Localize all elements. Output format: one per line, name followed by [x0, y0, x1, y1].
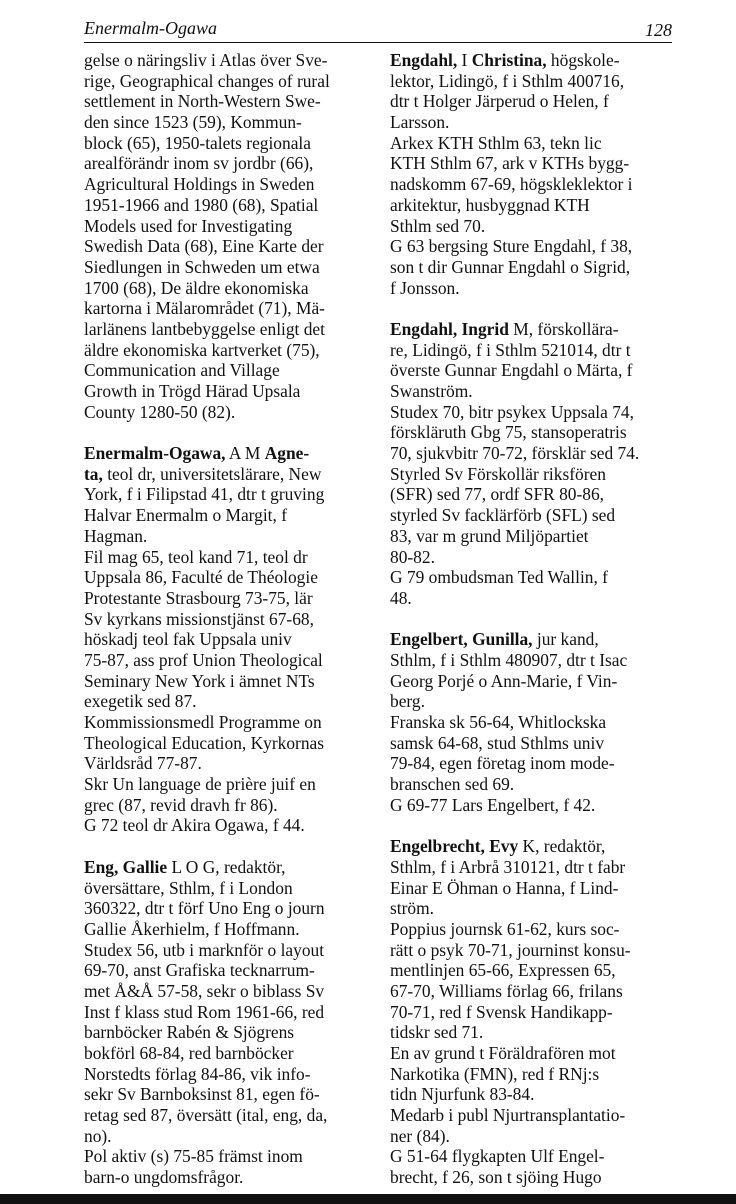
entry-line: Medarb i publ Njurtransplantatio-	[390, 1105, 626, 1126]
entry-gap	[84, 836, 374, 857]
entry-engelbrecht-evy	[390, 836, 690, 1188]
entry-continuation	[84, 50, 374, 422]
entry-line: Inst f klass stud Rom 1961-66, red	[84, 1001, 325, 1022]
entry-line	[84, 464, 374, 485]
header-rule	[84, 42, 672, 43]
entry-line: G 69-77 Lars Engelbert, f 42.	[390, 794, 596, 815]
entry-line: 75-87, ass prof Union Theological	[84, 649, 323, 670]
entry-line: Halvar Enermalm o Margit, f	[84, 505, 287, 526]
entry-line: Seminary New York i ämnet NTs	[84, 670, 315, 691]
entry-line: förskläruth Gbg 75, stansoperatris	[390, 422, 627, 443]
page-header	[84, 14, 672, 42]
entry-text: jur kand,	[532, 629, 599, 650]
entry-heading-line	[390, 319, 690, 340]
entry-engdahl-ingrid	[390, 319, 690, 609]
entry-line: Swedish Data (68), Eine Karte der	[84, 236, 324, 257]
entry-line: exegetik sed 87.	[84, 691, 197, 712]
entry-line: barnböcker Rabén & Sjögrens	[84, 1022, 295, 1043]
entry-line: brecht, f 26, son t sjöing Hugo	[390, 1167, 602, 1188]
entry-line: block (65), 1950-talets regionala	[84, 132, 311, 153]
entry-line: äldre ekonomiska kartverket (75),	[84, 339, 320, 360]
entry-line: Hagman.	[84, 525, 148, 546]
entry-line: arkitektur, husbyggnad KTH	[390, 194, 590, 215]
entry-line: översättare, Sthlm, f i London	[84, 877, 293, 898]
entry-line: Sthlm, f i Sthlm 480907, dtr t Isac	[390, 649, 628, 670]
entry-line: G 79 ombudsman Ted Wallin, f	[390, 567, 608, 588]
right-column	[390, 50, 690, 1188]
entry-text: L O G, redaktör,	[167, 856, 286, 877]
entry-initials: A M	[225, 443, 265, 464]
entry-line: son t dir Gunnar Engdahl o Sigrid,	[390, 256, 631, 277]
entry-line: tidskr sed 71.	[390, 1022, 484, 1043]
entry-line: sekr Sv Barnboksinst 81, egen fö-	[84, 1084, 320, 1105]
entry-line: Styrled Sv Förskollär riksfören	[390, 463, 606, 484]
entry-given-name: Agne-	[264, 443, 310, 464]
entry-line: Sv kyrkans missionstjänst 67-68,	[84, 608, 314, 629]
entry-line: nadskomm 67-69, högskleklektor i	[390, 174, 633, 195]
entry-line: York, f i Filipstad 41, dtr t gruving	[84, 484, 325, 505]
entry-line: Georg Porjé o Ann-Marie, f Vin-	[390, 670, 618, 691]
entry-line: ner (84).	[390, 1125, 450, 1146]
entry-line: Siedlungen in Schweden um etwa	[84, 256, 320, 277]
running-title: Enermalm-Ogawa	[84, 18, 217, 38]
entry-gap	[390, 815, 690, 836]
entry-gap	[390, 298, 690, 319]
entry-line: Communication and Village	[84, 360, 280, 381]
entry-line: Sthlm, f i Arbrå 310121, dtr t fabr	[390, 856, 626, 877]
entry-line: Studex 56, utb i marknför o layout	[84, 939, 325, 960]
entry-surname: Engdahl,	[390, 50, 458, 70]
entry-line: Sthlm sed 70.	[390, 215, 486, 236]
entry-text: högskole-	[546, 50, 620, 70]
entry-line: Poppius journsk 61-62, kurs soc-	[390, 918, 620, 939]
entry-line: f Jonsson.	[390, 277, 460, 298]
entry-given-name: Christina,	[471, 50, 547, 70]
entry-line: rige, Geographical changes of rural	[84, 70, 330, 91]
entry-surname: Engdahl, Ingrid	[390, 318, 509, 339]
entry-line: larlänens lantbebyggelse enligt det	[84, 318, 325, 339]
entry-line: kartorna i Mälarområdet (71), Mä-	[84, 298, 325, 319]
entry-line: branschen sed 69.	[390, 774, 515, 795]
entry-line: Studex 70, bitr psykex Uppsala 74,	[390, 401, 634, 422]
entry-line: samsk 64-68, stud Sthlms univ	[390, 732, 605, 753]
entry-line: re, Lidingö, f i Sthlm 521014, dtr t	[390, 339, 631, 360]
entry-line: 48.	[390, 587, 412, 608]
entry-line: met Å&Å 57-58, sekr o biblass Sv	[84, 980, 325, 1001]
entry-surname: Eng, Gallie	[84, 856, 168, 877]
entry-line: 1700 (68), De äldre ekonomiska	[84, 277, 309, 298]
entry-line: bokförl 68-84, red barnböcker	[84, 1043, 294, 1063]
entry-line: överste Gunnar Engdahl o Märta, f	[390, 360, 633, 381]
entry-line: Models used for Investigating	[84, 215, 293, 236]
entry-line: Gallie Åkerhielm, f Hoffmann.	[84, 918, 300, 939]
entry-line: rätt o psyk 70-71, journinst konsu-	[390, 939, 631, 960]
entry-line: 83, var m grund Miljöpartiet	[390, 525, 589, 546]
entry-line: 360322, dtr t förf Uno Eng o journ	[84, 898, 325, 919]
entry-heading-line	[390, 629, 690, 650]
entry-line: 1951-1966 and 1980 (68), Spatial	[84, 194, 319, 215]
entry-line: tidn Njurfunk 83-84.	[390, 1084, 535, 1105]
entry-line: lektor, Lidingö, f i Sthlm 400716,	[390, 70, 625, 91]
entry-line: berg.	[390, 691, 425, 712]
entry-line: 70-71, red f Svensk Handikapp-	[390, 1001, 613, 1022]
entry-enermalm-ogawa	[84, 443, 374, 836]
entry-engelbert-gunilla	[390, 629, 690, 815]
entry-line: Einar E Öhman o Hanna, f Lind-	[390, 877, 619, 898]
entry-line: ström.	[390, 898, 434, 919]
entry-engdahl-christina	[390, 50, 690, 298]
entry-line: 67-70, Williams förlag 66, frilans	[390, 980, 623, 1001]
entry-line: KTH Sthlm 67, ark v KTHs bygg-	[390, 153, 630, 174]
entry-line: 69-70, anst Grafiska tecknarrum-	[84, 960, 315, 981]
entry-line: retag sed 87, översätt (ital, eng, da,	[84, 1105, 328, 1126]
entry-line: arealförändr inom sv jordbr (66),	[84, 153, 314, 174]
entry-line: grec (87, revid dravh fr 86).	[84, 794, 278, 815]
entry-line: Kommissionsmedl Programme on	[84, 712, 322, 732]
entry-line: Franska sk 56-64, Whitlockska	[390, 712, 607, 732]
entry-line: (SFR) sed 77, ordf SFR 80-86,	[390, 484, 605, 505]
entry-line: gelse o näringsliv i Atlas över Sve-	[84, 50, 328, 70]
entry-text: M, förskollära-	[508, 318, 619, 339]
entry-text: K, redaktör,	[518, 836, 606, 857]
entry-line: barn-o ungdomsfrågor.	[84, 1167, 244, 1188]
entry-surname: Enermalm-Ogawa,	[84, 443, 226, 464]
entry-line: 80-82.	[390, 546, 435, 567]
entry-text: teol dr, universitetslärare, New	[102, 463, 322, 484]
entry-line: G 63 bergsing Sture Engdahl, f 38,	[390, 236, 633, 257]
entry-line: den since 1523 (59), Kommun-	[84, 112, 302, 133]
entry-line: settlement in North-Western Swe-	[84, 91, 321, 112]
entry-initials: I	[457, 50, 472, 70]
entry-line: Larsson.	[390, 112, 450, 133]
entry-surname: Engelbrecht, Evy	[390, 836, 519, 857]
scan-bottom-edge	[0, 1194, 736, 1204]
entry-line: Skr Un language de prière juif en	[84, 774, 316, 795]
entry-line: 79-84, egen företag inom mode-	[390, 753, 615, 774]
entry-gap	[390, 609, 690, 630]
entry-line: Världsråd 77-87.	[84, 753, 202, 774]
entry-line: Agricultural Holdings in Sweden	[84, 174, 315, 195]
entry-heading-line	[84, 443, 374, 464]
entry-line: En av grund t Föräldrafören mot	[390, 1043, 616, 1063]
entry-heading-line	[390, 836, 690, 857]
entry-heading-line	[390, 50, 690, 71]
entry-line: no).	[84, 1125, 112, 1146]
entry-eng-gallie	[84, 857, 374, 1188]
entry-line: Theological Education, Kyrkornas	[84, 732, 325, 753]
entry-line: Norstedts förlag 84-86, vik info-	[84, 1063, 311, 1084]
entry-given-name: ta,	[84, 463, 103, 484]
entry-line: Protestante Strasbourg 73-75, lär	[84, 587, 313, 608]
entry-line: styrled Sv facklärförb (SFL) sed	[390, 505, 616, 526]
entry-gap	[84, 422, 374, 443]
entry-line: Fil mag 65, teol kand 71, teol dr	[84, 546, 308, 567]
entry-line: Swanström.	[390, 381, 473, 401]
entry-line: Uppsala 86, Faculté de Théologie	[84, 567, 318, 588]
entry-line: mentlinjen 65-66, Expressen 65,	[390, 960, 616, 981]
entry-line: G 72 teol dr Akira Ogawa, f 44.	[84, 815, 305, 836]
entry-surname: Engelbert, Gunilla,	[390, 629, 533, 650]
entry-line: Arkex KTH Sthlm 63, tekn lic	[390, 132, 602, 153]
entry-line: Pol aktiv (s) 75-85 främst inom	[84, 1146, 303, 1167]
entry-line: Narkotika (FMN), red f RNj:s	[390, 1063, 600, 1084]
entry-line: County 1280-50 (82).	[84, 401, 236, 422]
left-column	[84, 50, 374, 1188]
entry-line: dtr t Holger Järperud o Helen, f	[390, 91, 609, 112]
page-number: 128	[645, 20, 672, 40]
entry-heading-line	[84, 857, 374, 878]
entry-line: 70, sjukvbitr 70-72, försklär sed 74.	[390, 443, 640, 464]
entry-line: höskadj teol fak Uppsala univ	[84, 629, 292, 650]
entry-line: G 51-64 flygkapten Ulf Engel-	[390, 1146, 605, 1167]
entry-line: Growth in Trögd Härad Upsala	[84, 381, 301, 401]
